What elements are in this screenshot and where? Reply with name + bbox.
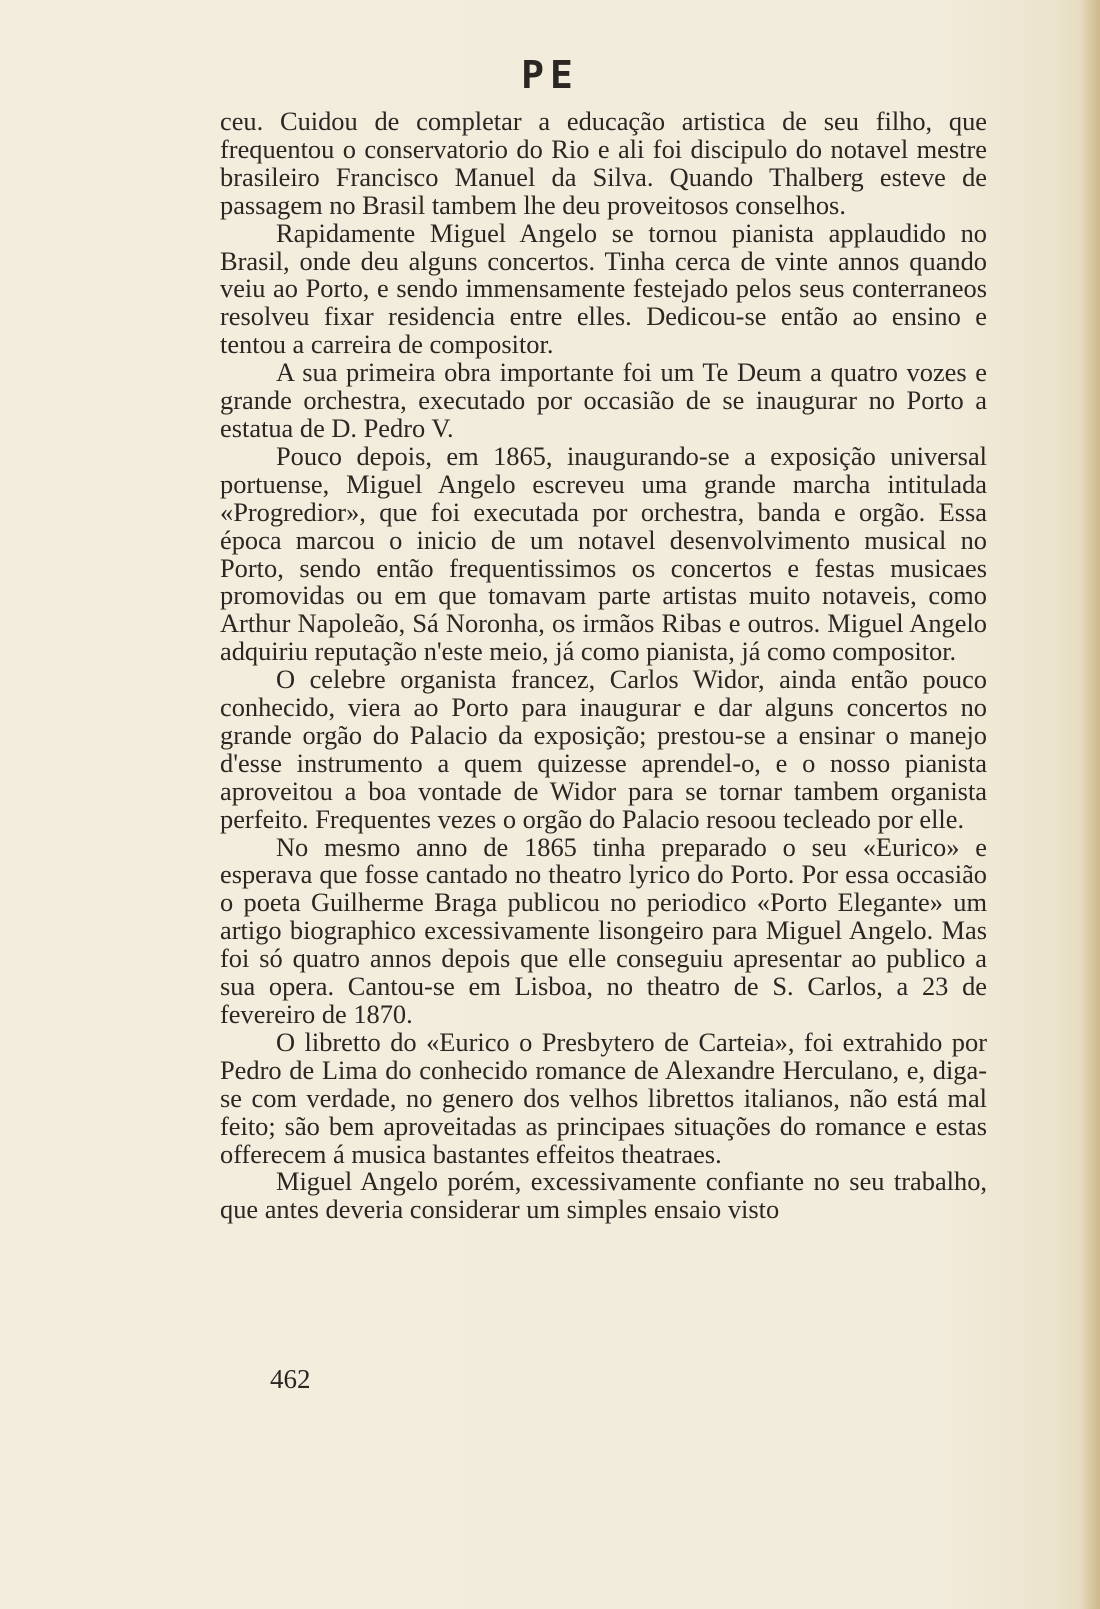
paragraph-4: Pouco depois, em 1865, inaugurando-se a exposição universal portuense, Miguel Angelo escreveu uma grande marcha intitulada «Progredior», que foi executada por orchestra, banda e orgão. Essa época marcou o inicio de um notavel desenvolvimento musical no Porto, sendo então frequentissimos os concertos e festas musicaes promovidas ou em que tomavam parte artistas muito notaveis, como Arthur Napoleão, Sá Noronha, os irmãos Ribas e outros. Miguel Angelo adquiriu reputação n'este meio, já como pianista, já como compositor. <box>220 440 987 667</box>
paragraph-2: Rapidamente Miguel Angelo se tornou pianista applaudido no Brasil, onde deu alguns concertos. Tinha cerca de vinte annos quando veiu ao Porto, e sendo immensamente festejado pelos seus conterraneos resolveu fixar residencia entre elles. Dedicou-se então ao ensino e tentou a carreira de compositor. <box>220 217 987 360</box>
paragraph-5: O celebre organista francez, Carlos Widor, ainda então pouco conhecido, viera ao Porto para inaugurar e dar alguns concertos no grande orgão do Palacio da exposição; prestou-se a ensinar o manejo d'esse instrumento a quem quizesse aprendel-o, e o nosso pianista aproveitou a boa vontade de Widor para se tornar tambem organista perfeito. Frequentes vezes o orgão do Palacio resoou tecleado por elle. <box>220 664 987 834</box>
paragraph-6: No mesmo anno de 1865 tinha preparado o seu «Eurico» e esperava que fosse cantado no theatro lyrico do Porto. Por essa occasião o poeta Guilherme Braga publicou no periodico «Porto Elegante» um artigo biographico excessivamente lisongeiro para Miguel Angelo. Mas foi só quatro annos depois que elle conseguiu apresentar ao publico a sua opera. Cantou-se em Lisboa, no theatro de S. Carlos, a 23 de fevereiro de 1870. <box>220 831 987 1029</box>
paragraph-8: Miguel Angelo porém, excessivamente confiante no seu trabalho, que antes deveria considerar um simples ensaio visto <box>220 1166 987 1225</box>
page-number: 462 <box>270 1364 311 1394</box>
body-text <box>220 108 987 1224</box>
running-header: PE <box>521 53 579 97</box>
paragraph-1: ceu. Cuidou de completar a educação artistica de seu filho, que frequentou o conservatorio do Rio e ali foi discipulo do notavel mestre brasileiro Francisco Manuel da Silva. Quando Thalberg esteve de passagem no Brasil tambem lhe deu proveitosos conselhos. <box>220 106 987 220</box>
paragraph-3: A sua primeira obra importante foi um Te Deum a quatro vozes e grande orchestra, executado por occasião de se inaugurar no Porto a estatua de D. Pedro V. <box>220 357 987 443</box>
paragraph-7: O libretto do «Eurico o Presbytero de Carteia», foi extrahido por Pedro de Lima do conhecido romance de Alexandre Herculano, e, diga-se com verdade, no genero dos velhos librettos italianos, não está mal feito; são bem aproveitadas as principaes situações do romance e estas offerecem á musica bastantes effeitos theatraes. <box>220 1026 987 1169</box>
page-edge <box>1082 0 1100 1609</box>
